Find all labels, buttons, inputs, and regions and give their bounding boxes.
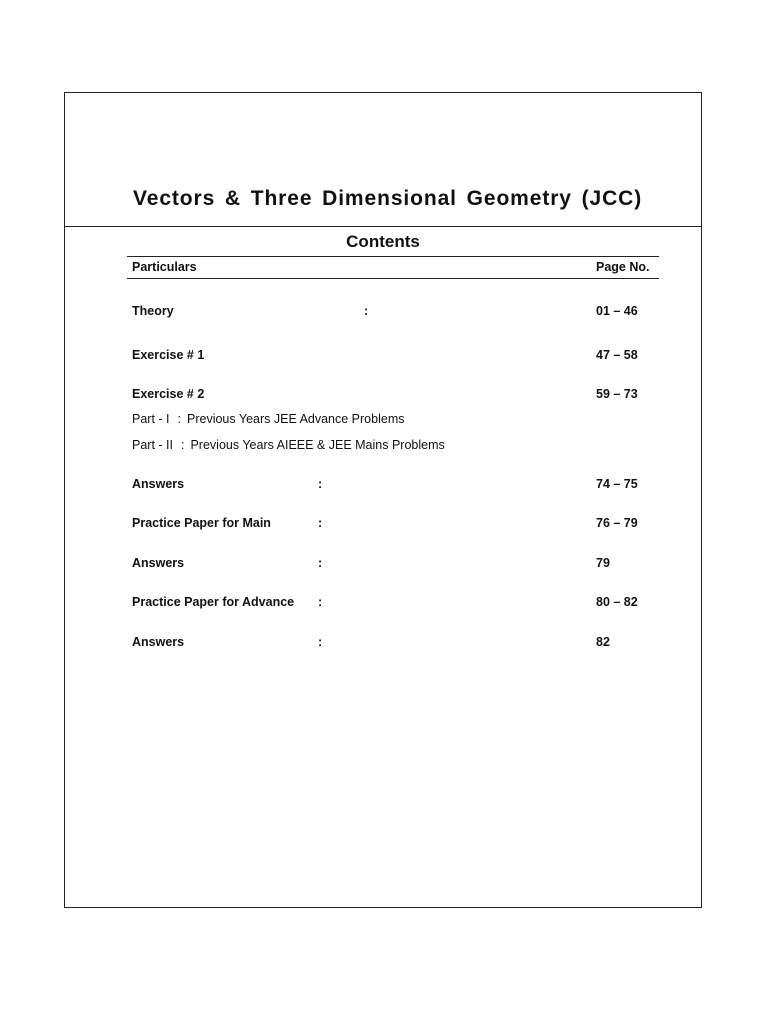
toc-entry-colon: : — [318, 556, 323, 570]
toc-entry-label: Answers — [132, 556, 185, 570]
toc-entry-label: Practice Paper for Main — [132, 516, 271, 530]
toc-entry-label: Theory — [132, 304, 174, 318]
toc-entry-pages: 74 – 75 — [596, 477, 638, 491]
part-colon: : — [180, 438, 185, 452]
table-header-top-rule — [127, 256, 659, 257]
exercise-2-part-2 — [132, 438, 445, 452]
toc-entry-pages: 79 — [596, 556, 610, 570]
table-header-bottom-rule — [127, 278, 659, 279]
exercise-2-part-1 — [132, 412, 404, 426]
title-divider — [65, 226, 701, 227]
toc-row-answers-2 — [65, 556, 701, 574]
part-label: Part - I — [132, 412, 170, 426]
contents-heading: Contents — [346, 232, 420, 251]
toc-row-answers-3 — [65, 635, 701, 653]
toc-entry-label: Exercise # 1 — [132, 348, 205, 362]
part-text: Previous Years AIEEE & JEE Mains Problems — [190, 438, 445, 452]
toc-entry-label: Answers — [132, 477, 185, 491]
toc-row-answers-1 — [65, 477, 701, 495]
toc-entry-pages: 82 — [596, 635, 610, 649]
toc-row-exercise-2 — [65, 387, 701, 405]
toc-entry-pages: 59 – 73 — [596, 387, 638, 401]
document-title: Vectors & Three Dimensional Geometry (JCC) — [133, 187, 643, 210]
toc-entry-pages: 01 – 46 — [596, 304, 638, 318]
toc-entry-pages: 47 – 58 — [596, 348, 638, 362]
part-text: Previous Years JEE Advance Problems — [187, 412, 405, 426]
toc-entry-colon: : — [318, 595, 323, 609]
toc-row-practice-paper-main — [65, 516, 701, 534]
part-colon: : — [177, 412, 181, 426]
toc-entry-label: Answers — [132, 635, 185, 649]
particulars-column-header: Particulars — [132, 260, 197, 274]
part-label: Part - II — [132, 438, 173, 452]
toc-row-practice-paper-advance — [65, 595, 701, 613]
toc-entry-label: Practice Paper for Advance — [132, 595, 295, 609]
toc-entry-label: Exercise # 2 — [132, 387, 205, 401]
toc-row-exercise-1 — [65, 348, 701, 366]
toc-entry-pages: 76 – 79 — [596, 516, 638, 530]
toc-row-theory — [65, 304, 701, 322]
toc-entry-colon: : — [364, 304, 369, 318]
page-no-column-header: Page No. — [596, 260, 650, 274]
toc-entry-colon: : — [318, 477, 323, 491]
toc-entry-colon: : — [318, 516, 323, 530]
toc-entry-colon: : — [318, 635, 323, 649]
toc-entry-pages: 80 – 82 — [596, 595, 638, 609]
page-frame — [64, 92, 702, 908]
